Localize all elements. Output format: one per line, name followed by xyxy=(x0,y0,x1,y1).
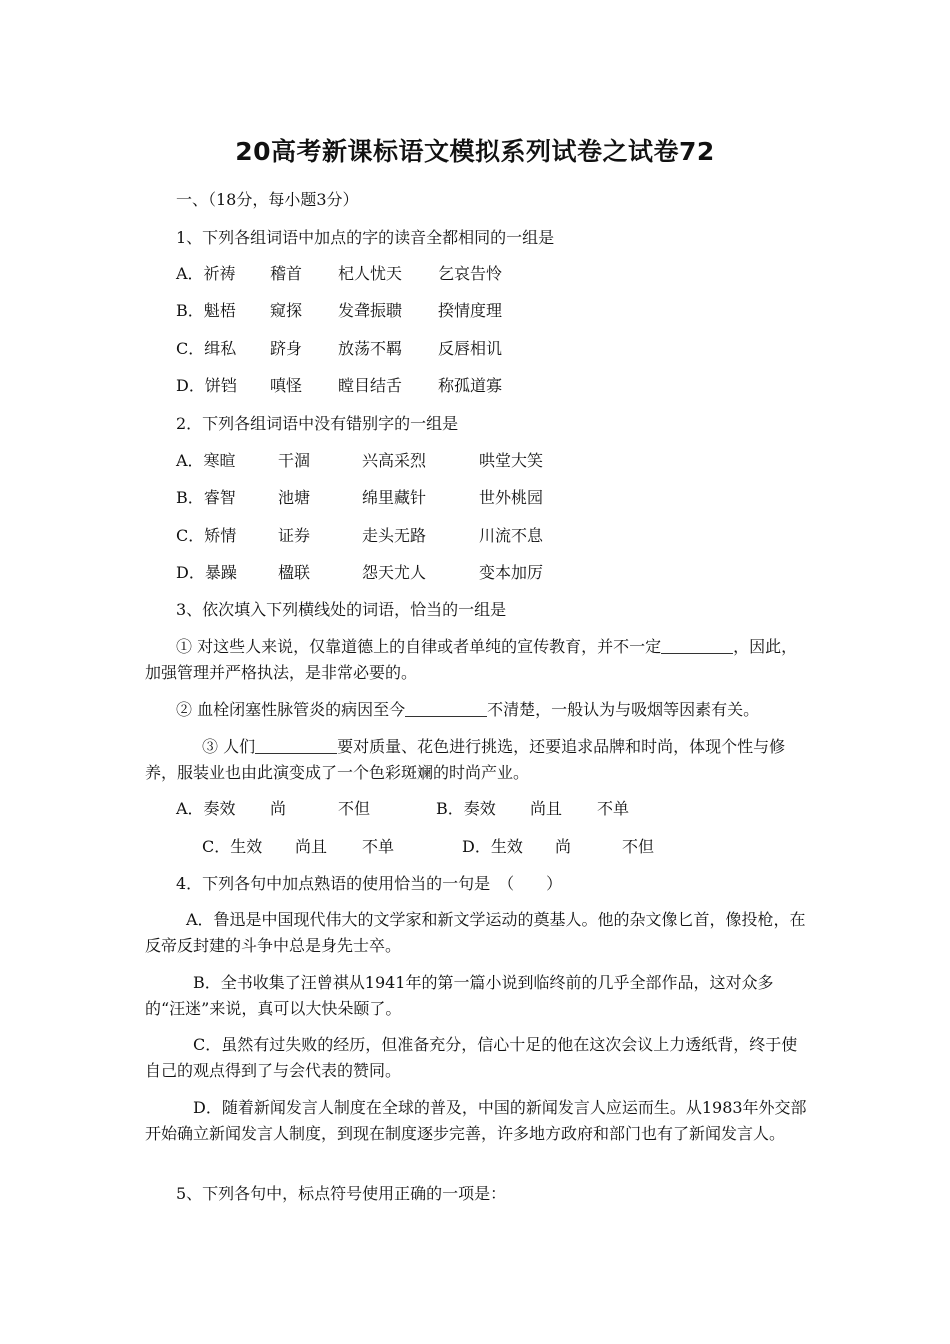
question-4-option-a: A．鲁迅是中国现代伟大的文学家和新文学运动的奠基人。他的杂文像匕首，像投枪，在反帝反封建的斗争中总是身先士卒。 xyxy=(145,910,806,955)
q3-s3-text-before: ③ 人们 xyxy=(202,737,256,756)
q2-option-b-word3: 绵里藏针 xyxy=(362,488,427,507)
q1-option-a-word3: 杞人忧天 xyxy=(338,264,403,283)
q1-option-b-word1: B．魁梧 xyxy=(176,301,236,320)
q3-option-a-word3: 不但 xyxy=(338,799,371,818)
q3-option-c-word1: C．生效 xyxy=(202,837,263,856)
q3-s1-text-before: ① 对这些人来说，仅靠道德上的自律或者单纯的宣传教育，并不一定 xyxy=(176,637,662,656)
q3-option-a-word1: A．奏效 xyxy=(176,799,236,818)
q1-option-b-word3: 发聋振聩 xyxy=(338,301,403,320)
q2-option-a-word4: 哄堂大笑 xyxy=(479,451,544,470)
q3-option-c-word3: 不单 xyxy=(362,837,395,856)
q3-option-d-word2: 尚 xyxy=(555,837,572,856)
q1-option-c-word4: 反唇相讥 xyxy=(438,339,503,358)
q3-blank-3 xyxy=(255,737,337,754)
q1-option-a-word1: A．祈祷 xyxy=(176,264,236,283)
q2-option-c-word2: 证券 xyxy=(278,526,311,545)
question-5-stem: 5、下列各句中，标点符号使用正确的一项是： xyxy=(176,1184,507,1203)
question-3-sentence-3 xyxy=(145,734,810,786)
q2-option-d-word3: 怨天尤人 xyxy=(362,563,427,582)
question-3-sentence-1 xyxy=(145,634,810,686)
question-2-stem: 2．下列各组词语中没有错别字的一组是 xyxy=(176,414,459,433)
section-heading: 一、（18分，每小题3分） xyxy=(176,190,359,209)
q3-option-b-word3: 不单 xyxy=(597,799,630,818)
q3-blank-2 xyxy=(405,700,487,717)
q3-option-c-word2: 尚且 xyxy=(295,837,328,856)
q2-option-b-word1: B．睿智 xyxy=(176,488,236,507)
question-4-stem: 4．下列各句中加点熟语的使用恰当的一句是 （ ） xyxy=(176,874,563,893)
q2-option-a-word2: 干涸 xyxy=(278,451,311,470)
q1-option-d-word1: D．饼铛 xyxy=(176,376,237,395)
q2-option-d-word2: 楹联 xyxy=(278,563,311,582)
q2-option-a-word3: 兴高采烈 xyxy=(362,451,427,470)
q1-option-a-word4: 乞哀告怜 xyxy=(438,264,503,283)
question-3-sentence-2 xyxy=(145,697,810,723)
q1-option-d-word4: 称孤道寡 xyxy=(438,376,503,395)
q3-s1-text-after: ，因此，加强管理并严格执法，是非常必要的。 xyxy=(145,637,798,682)
q3-blank-1 xyxy=(661,637,733,654)
q1-option-c-word1: C．缉私 xyxy=(176,339,237,358)
q2-option-d-word1: D．暴躁 xyxy=(176,563,237,582)
q3-option-b-word1: B．奏效 xyxy=(436,799,496,818)
q2-option-c-word1: C．矫情 xyxy=(176,526,237,545)
q1-option-b-word2: 窥探 xyxy=(270,301,303,320)
q2-option-b-word4: 世外桃园 xyxy=(479,488,544,507)
q3-s3-text-after: 要对质量、花色进行挑选，还要追求品牌和时尚，体现个性与修养，服装业也由此演变成了一个色彩斑斓的时尚产业。 xyxy=(145,737,786,782)
q3-option-d-word1: D．生效 xyxy=(462,837,523,856)
q1-option-a-word2: 稽首 xyxy=(270,264,303,283)
q2-option-a-word1: A．寒暄 xyxy=(176,451,236,470)
page-title: 20高考新课标语文模拟系列试卷之试卷72 xyxy=(235,137,715,166)
q1-option-d-word2: 嗔怪 xyxy=(270,376,303,395)
q1-option-c-word2: 跻身 xyxy=(270,339,303,358)
q2-option-d-word4: 变本加厉 xyxy=(479,563,544,582)
q2-option-c-word4: 川流不息 xyxy=(479,526,544,545)
q1-option-d-word3: 瞠目结舌 xyxy=(338,376,403,395)
q3-option-a-word2: 尚 xyxy=(270,799,287,818)
question-1-stem: 1、下列各组词语中加点的字的读音全都相同的一组是 xyxy=(176,228,555,247)
q2-option-b-word2: 池塘 xyxy=(278,488,311,507)
question-4-option-c: C．虽然有过失败的经历，但准备充分，信心十足的他在这次会议上力透纸背，终于使自己的观点得到了与会代表的赞同。 xyxy=(145,1035,798,1080)
question-4-option-b: B．全书收集了汪曾祺从1941年的第一篇小说到临终前的几乎全部作品，这对众多的“汪迷”来说，真可以大快朵颐了。 xyxy=(145,973,774,1018)
q3-s2-text-after: 不清楚，一般认为与吸烟等因素有关。 xyxy=(487,700,760,719)
question-4-option-d: D．随着新闻发言人制度在全球的普及，中国的新闻发言人应运而生。从1983年外交部开始确立新闻发言人制度，到现在制度逐步完善，许多地方政府和部门也有了新闻发言人。 xyxy=(145,1098,807,1143)
q1-option-b-word4: 揆情度理 xyxy=(438,301,503,320)
q1-option-c-word3: 放荡不羁 xyxy=(338,339,403,358)
q3-s2-text-before: ② 血栓闭塞性脉管炎的病因至今 xyxy=(176,700,406,719)
q3-option-d-word3: 不但 xyxy=(622,837,655,856)
q3-option-b-word2: 尚且 xyxy=(530,799,563,818)
question-3-stem: 3、依次填入下列横线处的词语，恰当的一组是 xyxy=(176,600,507,619)
q2-option-c-word3: 走头无路 xyxy=(362,526,427,545)
